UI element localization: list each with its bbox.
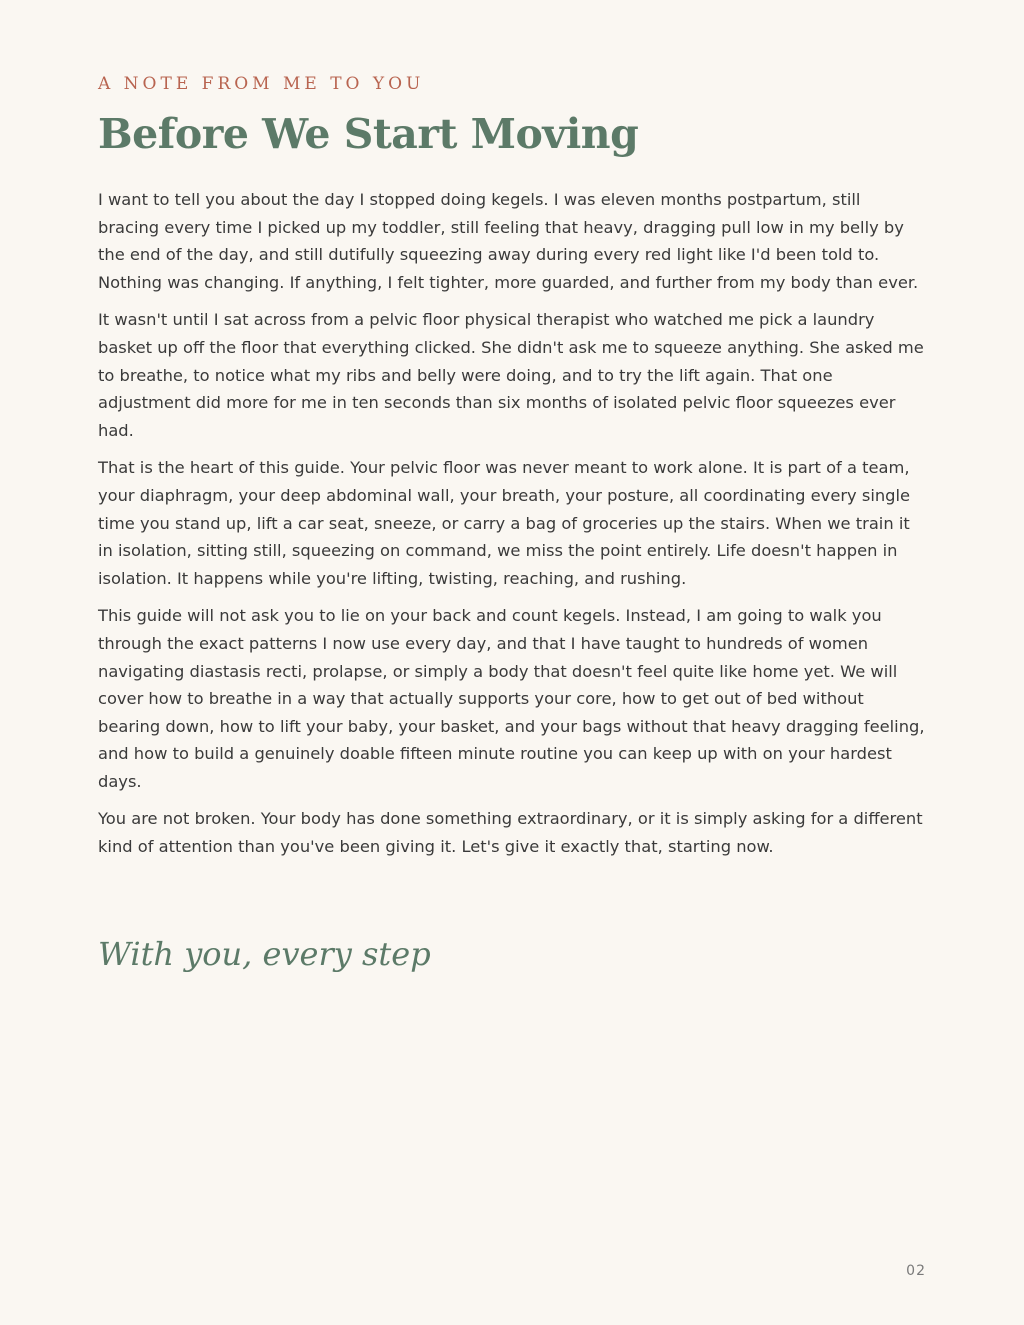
letter-body [98, 186, 926, 871]
paragraph-3: That is the heart of this guide. Your pelvic floor was never meant to work alone. It is part of a team, your diaphragm, your deep abdominal wall, your breath, your posture, all coordinating every single time you stand up, lift a car seat, sneeze, or carry a bag of groceries up the stairs. When we train it in isolation, sitting still, squeezing on command, we miss the point entirely. Life doesn't happen in isolation. It happens while you're lifting, twisting, reaching, and rushing. [98, 458, 911, 588]
paragraph-2: It wasn't until I sat across from a pelvic floor physical therapist who watched me pick a laundry basket up off the floor that everything clicked. She didn't ask me to squeeze anything. She asked me to breathe, to notice what my ribs and belly were doing, and to try the lift again. That one adjustment did more for me in ten seconds than six months of isolated pelvic floor squeezes ever had. [98, 310, 924, 440]
paragraph-1: I want to tell you about the day I stopped doing kegels. I was eleven months postpartum, still bracing every time I picked up my toddler, still feeling that heavy, dragging pull low in my belly by the end of the day, and still dutifully squeezing away during every red light like I'd been told to. Nothing was changing. If anything, I felt tighter, more guarded, and further from my body than ever. [98, 190, 919, 292]
page-title: Before We Start Moving [98, 110, 639, 158]
paragraph-4: This guide will not ask you to lie on your back and count kegels. Instead, I am going to walk you through the exact patterns I now use every day, and that I have taught to hundreds of women navigating diastasis recti, prolapse, or simply a body that doesn't feel quite like home yet. We will cover how to breathe in a way that actually supports your core, how to get out of bed without bearing down, how to lift your baby, your basket, and your bags without that heavy dragging feeling, and how to build a genuinely doable fifteen minute routine you can keep up with on your hardest days. [98, 606, 925, 791]
signoff: With you, every step [98, 935, 431, 973]
eyebrow-heading: A NOTE FROM ME TO YOU [98, 74, 425, 94]
page-number: 02 [906, 1263, 926, 1279]
paragraph-5: You are not broken. Your body has done something extraordinary, or it is simply asking for a different kind of attention than you've been giving it. Let's give it exactly that, starting now. [98, 809, 923, 857]
